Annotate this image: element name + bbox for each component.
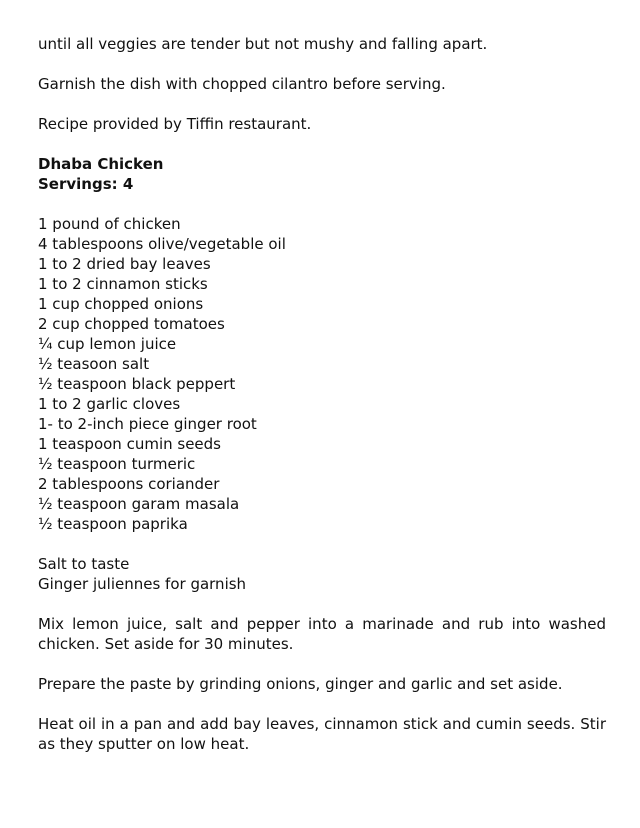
ingredients-list (38, 214, 606, 534)
recipe-title: Dhaba Chicken (38, 155, 164, 173)
extras-list (38, 554, 606, 594)
ingredient-item: 2 cup chopped tomatoes (38, 315, 225, 333)
ingredient-item: 1 pound of chicken (38, 215, 181, 233)
intro-paragraph-garnish: Garnish the dish with chopped cilantro before serving. (38, 75, 446, 93)
step-paragraph-heat-oil: Heat oil in a pan and add bay leaves, cinnamon stick and cumin seeds. Stir as they sputter on low heat. (38, 715, 606, 753)
ingredient-item: 1- to 2-inch piece ginger root (38, 415, 257, 433)
ingredient-item: 4 tablespoons olive/vegetable oil (38, 235, 286, 253)
intro-paragraph-credit: Recipe provided by Tiffin restaurant. (38, 115, 312, 133)
ingredient-item: 1 to 2 cinnamon sticks (38, 275, 208, 293)
ingredient-item: ½ teaspoon garam masala (38, 495, 240, 513)
recipe-header (38, 154, 606, 194)
ingredient-item: ½ teaspoon paprika (38, 515, 188, 533)
ingredient-item: 1 teaspoon cumin seeds (38, 435, 221, 453)
ingredient-item: ½ teasoon salt (38, 355, 150, 373)
step-paragraph-paste: Prepare the paste by grinding onions, ginger and garlic and set aside. (38, 675, 563, 693)
extra-item: Ginger juliennes for garnish (38, 575, 247, 593)
ingredient-item: 1 to 2 dried bay leaves (38, 255, 211, 273)
recipe-servings: Servings: 4 (38, 175, 134, 193)
extra-item: Salt to taste (38, 555, 130, 573)
ingredient-item: 1 cup chopped onions (38, 295, 204, 313)
ingredient-item: ½ teaspoon turmeric (38, 455, 196, 473)
step-paragraph-marinate: Mix lemon juice, salt and pepper into a marinade and rub into washed chicken. Set aside for 30 minutes. (38, 615, 606, 653)
ingredient-item: ½ teaspoon black peppert (38, 375, 236, 393)
intro-paragraph-continuation: until all veggies are tender but not mushy and falling apart. (38, 35, 488, 53)
ingredient-item: 1 to 2 garlic cloves (38, 395, 181, 413)
ingredient-item: ¼ cup lemon juice (38, 335, 177, 353)
document-page (38, 34, 606, 774)
ingredient-item: 2 tablespoons coriander (38, 475, 220, 493)
